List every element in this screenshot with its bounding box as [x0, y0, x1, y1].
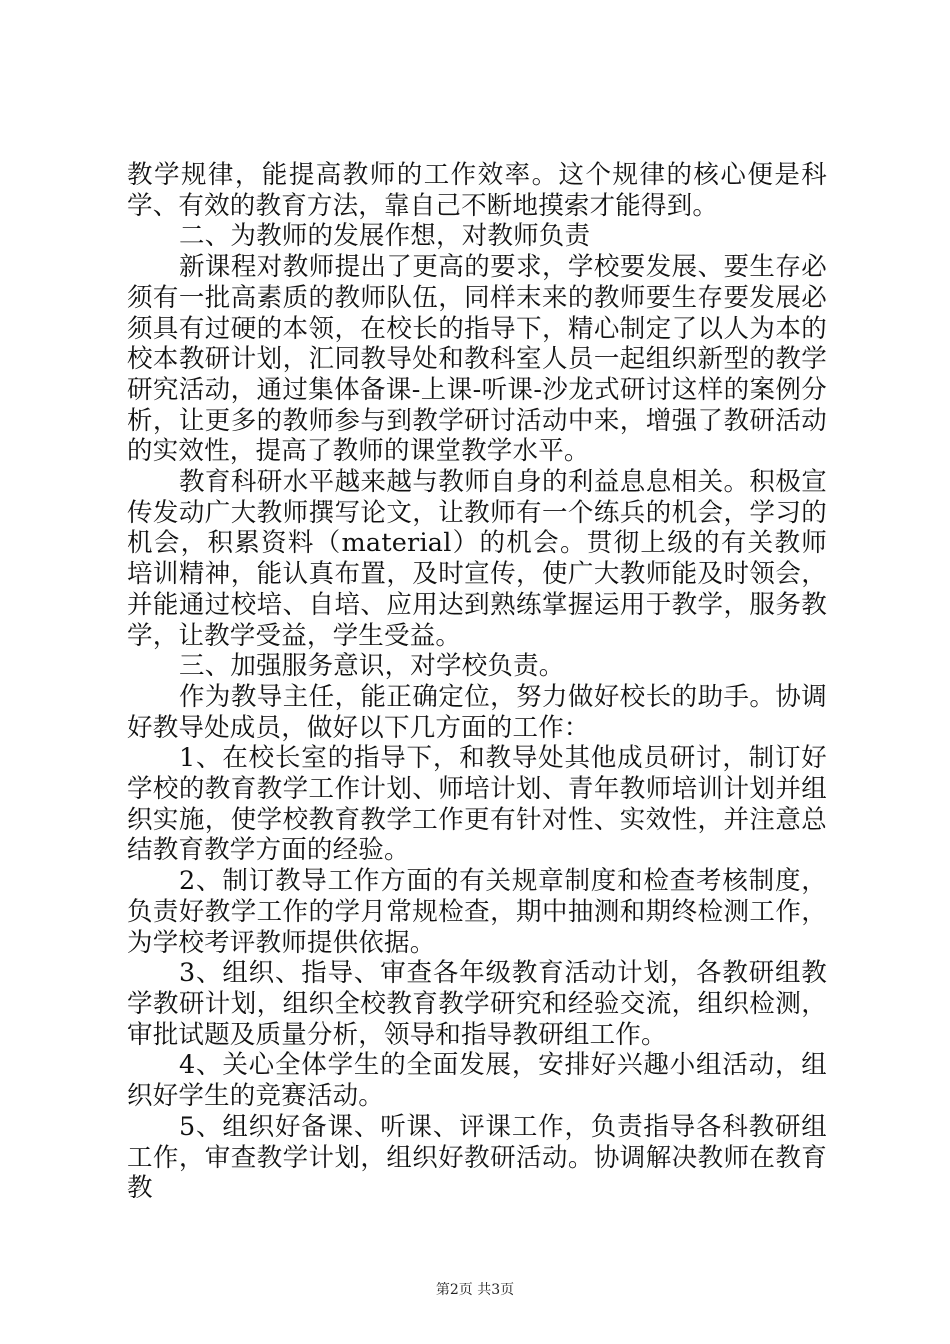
list-item-1: 1、在校长室的指导下，和教导处其他成员研讨，制订好学校的教育教学工作计划、师培计划、青年教师培训计划并组织实施，使学校教育教学工作更有针对性、实效性，并注意总结教育教学方面的经验。	[127, 743, 827, 866]
paragraph-1: 教学规律，能提高教师的工作效率。这个规律的核心便是科学、有效的教育方法，靠自己不断地摸索才能得到。	[127, 160, 827, 221]
page-footer: 第2页 共3页	[435, 1282, 515, 1298]
paragraph-6: 作为教导主任，能正确定位，努力做好校长的助手。协调好教导处成员，做好以下几方面的工作：	[127, 681, 827, 743]
list-item-2: 2、制订教导工作方面的有关规章制度和检查考核制度，负责好教学工作的学月常规检查，期中抽测和期终检测工作，为学校考评教师提供依据。	[127, 866, 827, 958]
list-item-5: 5、组织好备课、听课、评课工作，负责指导各科教研组工作，审查教学计划，组织好教研活动。协调解决教师在教育教	[127, 1111, 827, 1204]
paragraph-3: 新课程对教师提出了更高的要求，学校要发展、要生存必须有一批高素质的教师队伍，同样末来的教师要生存要发展必须具有过硬的本领，在校长的指导下，精心制定了以人为本的校本教研计划，汇同教导处和教科室人员一起组织新型的教学研究活动，通过集体备课-上课-听课-沙龙式研讨这样的案例分析，让更多的教师参与到教学研讨活动中来，增强了教研活动的实效性，提高了教师的课堂教学水平。	[127, 252, 827, 467]
document-body	[127, 160, 827, 1204]
section-heading-2: 二、为教师的发展作想，对教师负责	[179, 221, 591, 252]
section-heading-3: 三、加强服务意识，对学校负责。	[179, 651, 565, 682]
paragraph-4: 教育科研水平越来越与教师自身的利益息息相关。积极宣传发动广大教师撰写论文，让教师有一个练兵的机会，学习的机会，积累资料（material）的机会。贯彻上级的有关教师培训精神，能认真布置，及时宣传，使广大教师能及时领会，并能通过校培、自培、应用达到熟练掌握运用于教学，服务教学，让教学受益，学生受益。	[127, 467, 827, 651]
list-item-3: 3、组织、指导、审查各年级教育活动计划，各教研组教学教研计划，组织全校教育教学研究和经验交流，组织检测，审批试题及质量分析，领导和指导教研组工作。	[127, 958, 827, 1050]
list-item-4: 4、关心全体学生的全面发展，安排好兴趣小组活动，组织好学生的竞赛活动。	[127, 1050, 827, 1112]
